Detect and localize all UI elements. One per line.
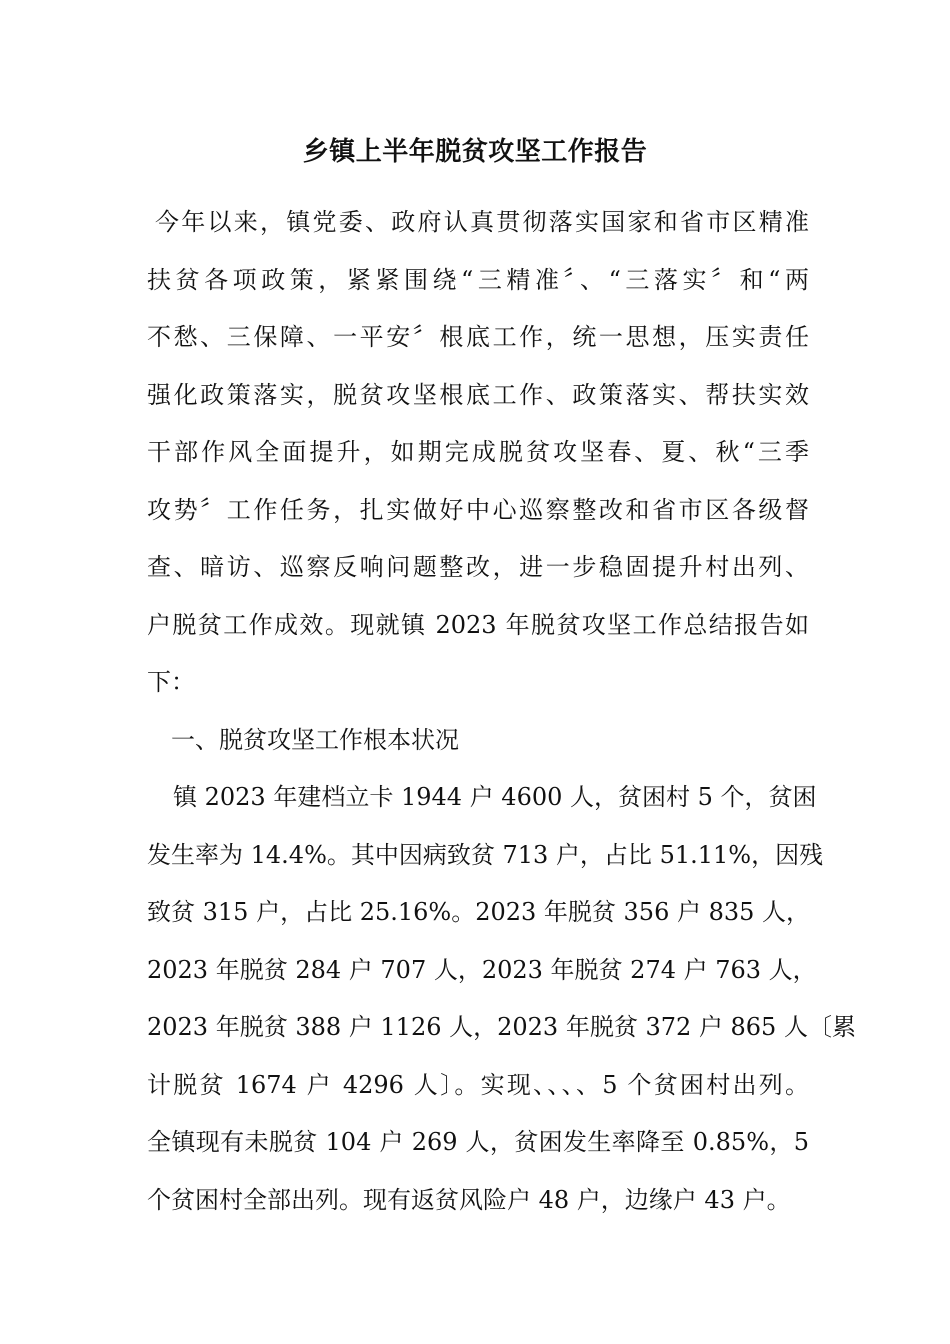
text-line: 下： — [147, 668, 195, 696]
text-line: 2023 年脱贫 388 户 1126 人，2023 年脱贫 372 户 865 人〔累 — [147, 1013, 856, 1041]
text-line: 干部作风全面提升，如期完成脱贫攻坚春、夏、秋“三季 — [147, 438, 809, 466]
text-line: 今年以来，镇党委、政府认真贯彻落实国家和省市区精准 — [155, 208, 809, 236]
document-body — [147, 200, 856, 1235]
text-line: 全镇现有未脱贫 104 户 269 人，贫困发生率降至 0.85%，5 — [147, 1128, 809, 1156]
text-line: 发生率为 14.4%。其中因病致贫 713 户，占比 51.11%，因残 — [147, 840, 824, 869]
text-line: 户脱贫工作成效。现就镇 2023 年脱贫攻坚工作总结报告如 — [147, 610, 809, 639]
text-line: 不愁、三保障、一平安〞根底工作，统一思想，压实责任 — [147, 323, 809, 351]
text-line: 致贫 315 户，占比 25.16%。2023 年脱贫 356 户 835 人， — [147, 898, 811, 926]
text-line: 计脱贫 1674 户 4296 人〕。实现、、、、5 个贫困村出列。 — [147, 1070, 809, 1099]
text-line: 扶贫各项政策，紧紧围绕“三精准〞、“三落实〞和“两 — [147, 265, 809, 294]
text-line: 强化政策落实，脱贫攻坚根底工作、政策落实、帮扶实效 — [147, 380, 809, 409]
text-line: 查、暗访、巡察反响问题整改，进一步稳固提升村出列、 — [147, 553, 809, 581]
text-line: 攻势〞工作任务，扎实做好中心巡察整改和省市区各级督 — [147, 495, 809, 524]
text-line: 2023 年脱贫 284 户 707 人，2023 年脱贫 274 户 763 人， — [147, 955, 817, 984]
text-line: 镇 2023 年建档立卡 1944 户 4600 人，贫困村 5 个，贫困 — [173, 783, 817, 811]
section-heading: 一、脱贫攻坚工作根本状况 — [171, 725, 459, 754]
text-line: 个贫困村全部出列。现有返贫风险户 48 户，边缘户 43 户。 — [147, 1185, 791, 1214]
document-title: 乡镇上半年脱贫攻坚工作报告 — [302, 137, 648, 167]
